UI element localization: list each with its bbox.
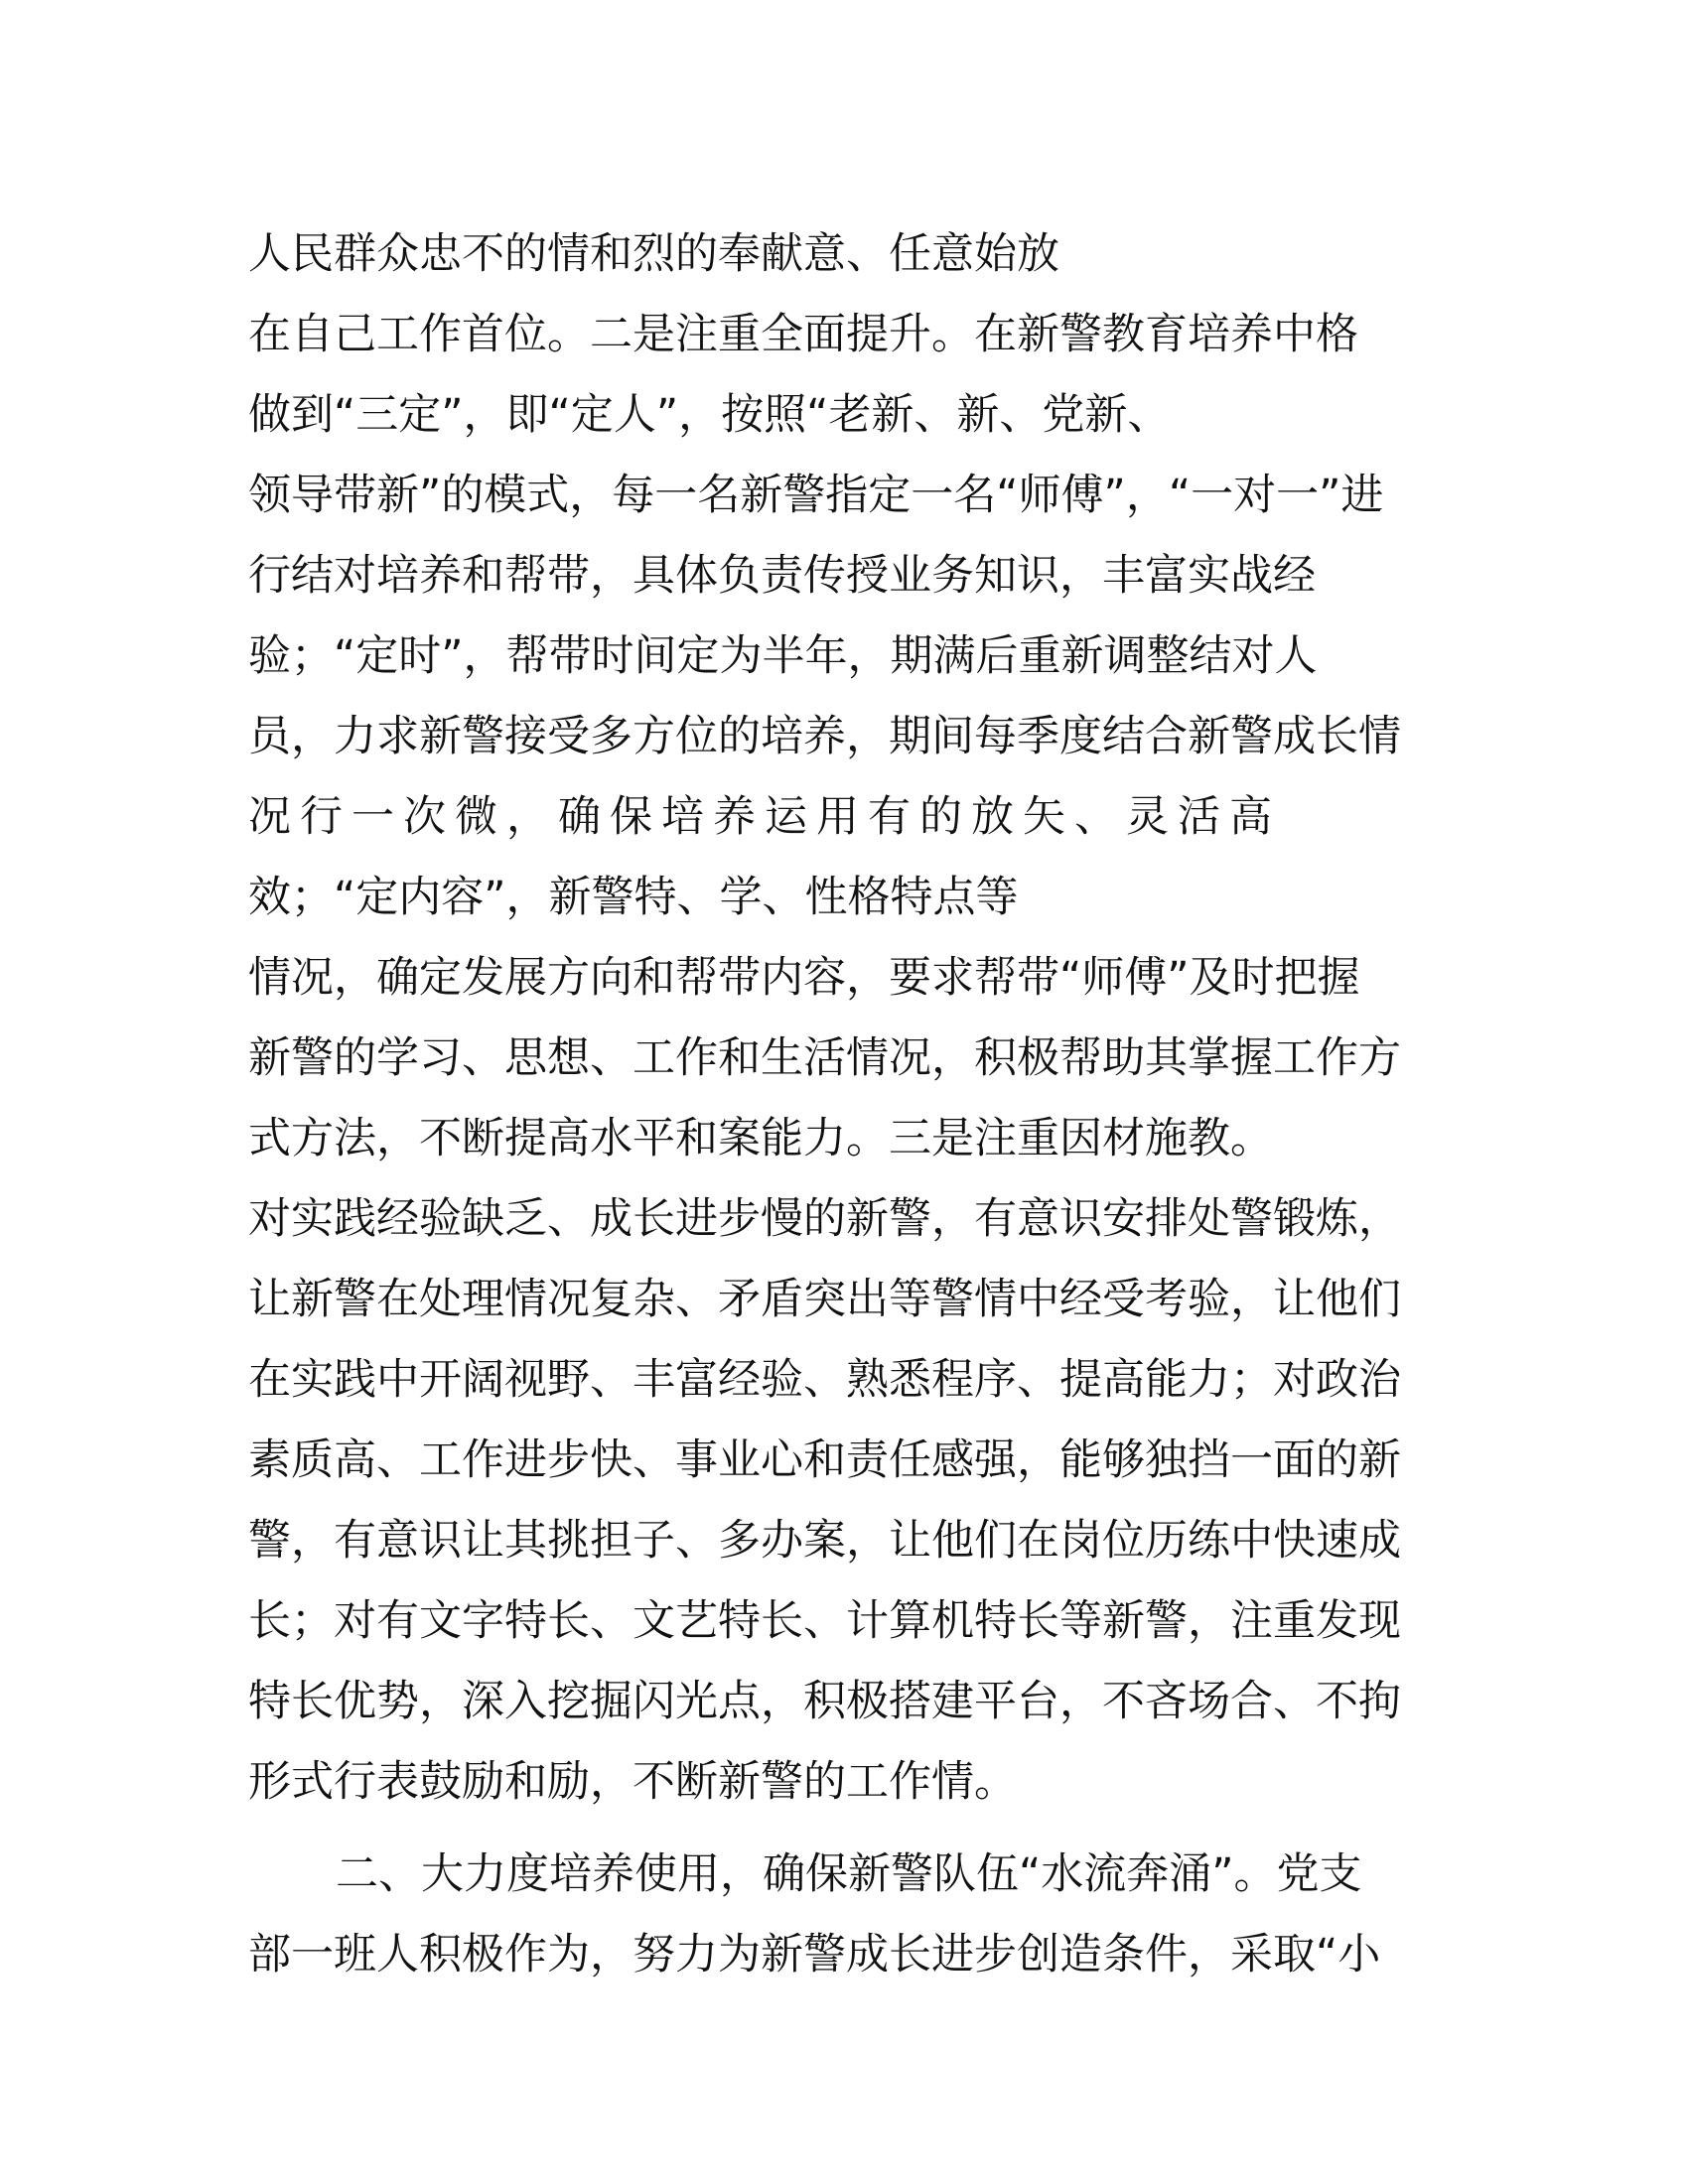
text-line: 让新警在处理情况复杂、矛盾突出等警情中经受考验，让他们 xyxy=(248,1275,1401,1324)
text-line: 况行一次微，确保培养运用有的放矢、灵活高 xyxy=(248,792,1281,842)
text-line: 新警的学习、思想、工作和生活情况，积极帮助其掌握工作方 xyxy=(248,1033,1401,1083)
text-line: 效；“定内容”，新警特、学、性格特点等 xyxy=(248,873,1019,922)
text-line: 特长优势，深入挖掘闪光点，积极搭建平台，不吝场合、不拘 xyxy=(248,1677,1401,1726)
text-line: 式方法，不断提高水平和案能力。三是注重因材施教。 xyxy=(248,1114,1273,1163)
text-line: 情况，确定发展方向和帮带内容，要求帮带“师傅”及时把握 xyxy=(248,953,1360,1003)
text-line: 行结对培养和帮带，具体负责传授业务知识，丰富实战经 xyxy=(248,551,1316,601)
text-line: 在自己工作首位。二是注重全面提升。在新警教育培养中格 xyxy=(248,310,1358,359)
text-line: 部一班人积极作为，努力为新警成长进步创造条件，采取“小 xyxy=(248,1930,1381,1979)
text-line: 素质高、工作进步快、事业心和责任感强，能够独挡一面的新 xyxy=(248,1435,1401,1485)
text-line: 对实践经验缺乏、成长进步慢的新警，有意识安排处警锻炼， xyxy=(248,1194,1401,1244)
paragraph-heading-line: 二、大力度培养使用，确保新警队伍“水流奔涌”。党支 xyxy=(336,1849,1362,1899)
text-line: 形式行表鼓励和励，不断新警的工作情。 xyxy=(248,1757,1017,1807)
text-line: 员，力求新警接受多方位的培养，期间每季度结合新警成长情 xyxy=(248,712,1401,761)
text-line: 做到“三定”，即“定人”，按照“老新、新、党新、 xyxy=(248,390,1171,440)
text-line: 警，有意识让其挑担子、多办案，让他们在岗位历练中快速成 xyxy=(248,1516,1401,1566)
text-line: 长；对有文字特长、文艺特长、计算机特长等新警，注重发现 xyxy=(248,1596,1401,1646)
text-line: 在实践中开阔视野、丰富经验、熟悉程序、提高能力；对政治 xyxy=(248,1355,1401,1405)
text-line: 人民群众忠不的情和烈的奉献意、任意始放 xyxy=(248,229,1059,279)
text-line: 领导带新”的模式，每一名新警指定一名“师傅”，“一对一”进 xyxy=(248,471,1384,520)
body-text xyxy=(248,214,1440,1995)
text-line: 验；“定时”，帮带时间定为半年，期满后重新调整结对人 xyxy=(248,631,1318,681)
